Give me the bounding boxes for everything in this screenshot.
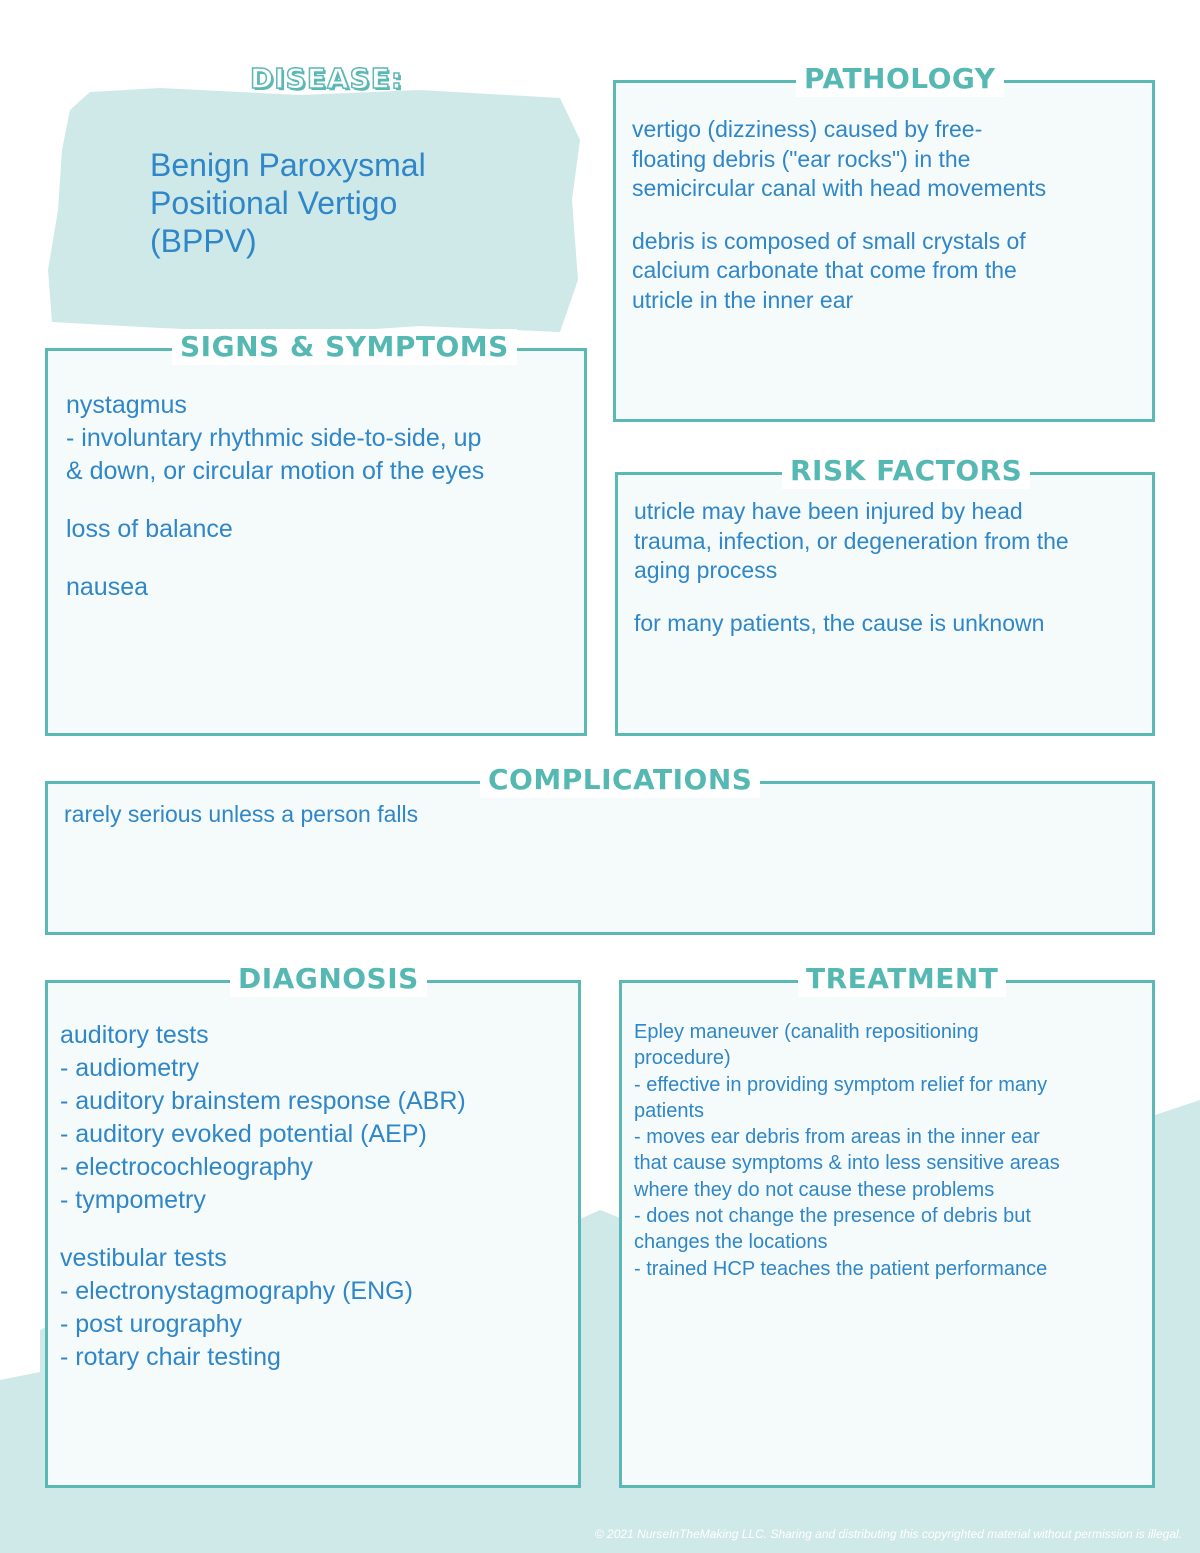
- text-line: - tympometry: [60, 1186, 206, 1214]
- text-line: aging process: [634, 557, 778, 583]
- text-line: patients: [634, 1099, 705, 1122]
- text-line: trauma, infection, or degeneration from the: [634, 527, 1069, 554]
- pathology-box: [613, 62, 1155, 422]
- treatment-box: [619, 962, 1155, 1488]
- disease-label: DISEASE:: [250, 62, 404, 95]
- signs-symptoms-box: [45, 330, 587, 736]
- text-line: - involuntary rhythmic side-to-side, up: [66, 424, 482, 452]
- pathology-title: PATHOLOGY: [796, 61, 1004, 97]
- diagnosis-body: [60, 1019, 566, 1374]
- text-line: that cause symptoms & into less sensitive areas: [634, 1152, 1060, 1175]
- pathology-body: [632, 115, 1140, 315]
- disease-name-line: Benign Paroxysmal: [150, 147, 426, 183]
- text-line: nystagmus: [66, 391, 187, 419]
- text-line: - post urography: [60, 1310, 243, 1338]
- text-line: - rotary chair testing: [60, 1343, 281, 1371]
- text-line: - auditory brainstem response (ABR): [60, 1087, 466, 1115]
- risk-factors-title: RISK FACTORS: [782, 453, 1030, 489]
- text-line: utricle in the inner ear: [632, 286, 854, 313]
- diagnosis-box: [45, 962, 581, 1488]
- text-line: & down, or circular motion of the eyes: [66, 457, 485, 485]
- text-line: Epley maneuver (canalith repositioning: [634, 1021, 979, 1043]
- signs-symptoms-body: [66, 389, 572, 604]
- complications-body: [64, 800, 1140, 830]
- text-line: - electronystagmography (ENG): [60, 1277, 413, 1305]
- risk-factors-body: [634, 497, 1140, 638]
- text-line: auditory tests: [60, 1021, 209, 1049]
- text-line: debris is composed of small crystals of: [632, 227, 1026, 254]
- disease-name-line: Positional Vertigo: [150, 185, 398, 221]
- text-line: - audiometry: [60, 1054, 199, 1082]
- text-line: nausea: [66, 573, 149, 601]
- text-line: rarely serious unless a person falls: [64, 801, 419, 827]
- text-line: procedure): [634, 1047, 731, 1070]
- complications-box: [45, 763, 1155, 935]
- text-line: vestibular tests: [60, 1244, 227, 1272]
- treatment-title: TREATMENT: [798, 961, 1006, 997]
- text-line: - does not change the presence of debris but: [634, 1205, 1031, 1228]
- text-line: changes the locations: [634, 1231, 828, 1254]
- text-line: semicircular canal with head movements: [632, 175, 1047, 201]
- diagnosis-title: DIAGNOSIS: [230, 961, 427, 997]
- text-line: calcium carbonate that come from the: [632, 257, 1017, 283]
- complications-title: COMPLICATIONS: [480, 762, 760, 798]
- text-line: - moves ear debris from areas in the inner ear: [634, 1126, 1040, 1149]
- text-line: utricle may have been injured by head: [634, 498, 1023, 524]
- copyright-footer: © 2021 NurseInTheMaking LLC. Sharing and distributing this copyrighted material without permission is illegal.: [594, 1527, 1182, 1541]
- risk-factors-box: [615, 454, 1155, 736]
- disease-name: [150, 146, 550, 260]
- signs-symptoms-title: SIGNS & SYMPTOMS: [172, 329, 517, 365]
- text-line: - trained HCP teaches the patient performance: [634, 1257, 1048, 1280]
- text-line: where they do not cause these problems: [634, 1178, 995, 1201]
- text-line: - effective in providing symptom relief for many: [634, 1073, 1048, 1096]
- treatment-body: [634, 1019, 1140, 1282]
- text-line: - auditory evoked potential (AEP): [60, 1120, 427, 1148]
- text-line: loss of balance: [66, 515, 233, 543]
- text-line: floating debris ("ear rocks") in the: [632, 145, 971, 172]
- text-line: - electrocochleography: [60, 1153, 313, 1181]
- text-line: for many patients, the cause is unknown: [634, 609, 1045, 636]
- disease-name-line: (BPPV): [150, 223, 257, 259]
- text-line: vertigo (dizziness) caused by free-: [632, 116, 983, 142]
